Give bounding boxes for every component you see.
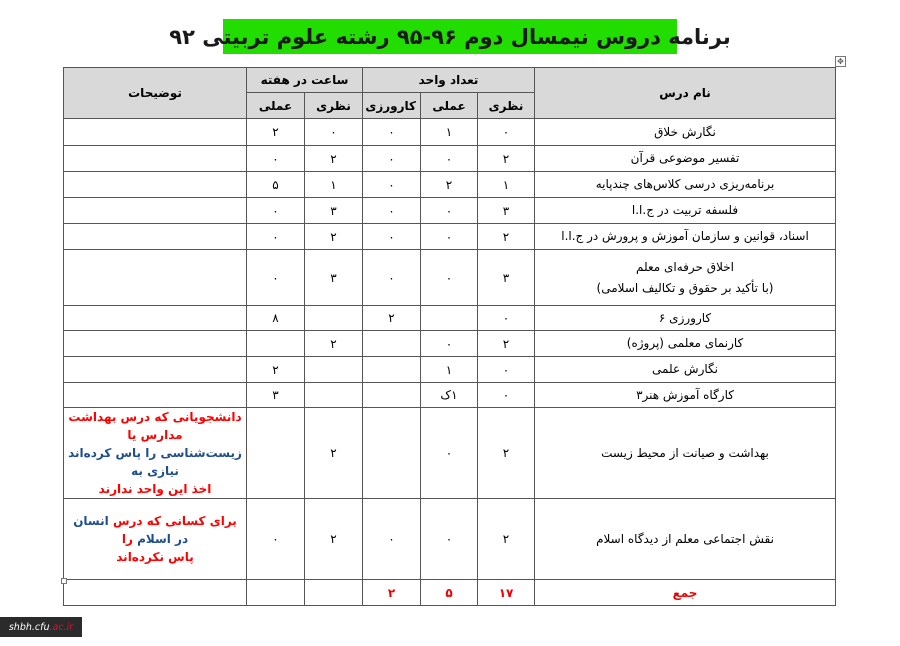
- units-internship: ۰: [363, 250, 421, 306]
- totals-label: جمع: [535, 580, 836, 606]
- course-name: نقش اجتماعی معلم از دیدگاه اسلام: [535, 499, 836, 580]
- hours-practical: ۰: [247, 499, 305, 580]
- header-course-name: نام درس: [535, 68, 836, 119]
- units-practical: ۰: [421, 198, 478, 224]
- header-units-internship: کارورزی: [363, 93, 421, 119]
- course-note: [64, 250, 247, 306]
- hours-theory: ۳: [305, 250, 363, 306]
- course-name: کارورزی ۶: [535, 306, 836, 331]
- hours-practical: ۲: [247, 119, 305, 146]
- units-internship: ۰: [363, 224, 421, 250]
- table-row: [64, 306, 836, 331]
- units-theory: ۳: [478, 250, 535, 306]
- units-practical: ۰: [421, 331, 478, 357]
- hours-practical: ۰: [247, 250, 305, 306]
- total-units-practical: ۵: [421, 580, 478, 606]
- hours-practical: ۰: [247, 198, 305, 224]
- units-internship: ۰: [363, 198, 421, 224]
- hours-practical: ۰: [247, 146, 305, 172]
- units-practical: ۰: [421, 224, 478, 250]
- units-internship: [363, 383, 421, 408]
- units-internship: [363, 408, 421, 499]
- title-banner: [169, 19, 731, 54]
- table-row: [64, 357, 836, 383]
- course-name: اسناد، قوانین و سازمان آموزش و پرورش در ج.ا.ا: [535, 224, 836, 250]
- hours-theory: ۱: [305, 172, 363, 198]
- note-text: زیست‌شناسی را پاس کرده‌اند نیازی به: [68, 446, 242, 478]
- note-text: دانشجویانی که درس بهداشت مدارس یا: [68, 410, 242, 442]
- units-theory: ۰: [478, 119, 535, 146]
- table-row: [64, 408, 836, 499]
- course-name-line1: اخلاق حرفه‌ای معلم: [636, 259, 734, 274]
- table-row: [64, 198, 836, 224]
- hours-theory: ۲: [305, 499, 363, 580]
- table-row: [64, 331, 836, 357]
- note-line: [68, 548, 242, 566]
- totals-row: [64, 580, 836, 606]
- units-theory: ۳: [478, 198, 535, 224]
- units-practical: ۲: [421, 172, 478, 198]
- hours-theory: [305, 306, 363, 331]
- units-theory: ۰: [478, 357, 535, 383]
- units-internship: ۰: [363, 146, 421, 172]
- hours-theory: [305, 357, 363, 383]
- note-line: [68, 444, 242, 480]
- hours-practical: [247, 408, 305, 499]
- units-internship: [363, 357, 421, 383]
- units-practical: ۰: [421, 250, 478, 306]
- hours-practical: ۰: [247, 224, 305, 250]
- total-units-theory: ۱۷: [478, 580, 535, 606]
- course-note: [64, 331, 247, 357]
- hours-practical: ۵: [247, 172, 305, 198]
- course-name-line2: (با تأکید بر حقوق و تکالیف اسلامی): [596, 280, 774, 295]
- course-note-islam: [64, 499, 247, 580]
- course-name: کارگاه آموزش هنر۳: [535, 383, 836, 408]
- course-name: تفسیر موضوعی قرآن: [535, 146, 836, 172]
- hours-theory: ۲: [305, 408, 363, 499]
- course-note: [64, 146, 247, 172]
- note-text: انسان در اسلام: [73, 514, 189, 546]
- units-theory: ۰: [478, 306, 535, 331]
- header-units-practical: عملی: [421, 93, 478, 119]
- hours-practical: ۸: [247, 306, 305, 331]
- units-theory: ۲: [478, 331, 535, 357]
- units-theory: ۲: [478, 224, 535, 250]
- page-title: برنامه دروس نیمسال دوم ۹۶-۹۵ رشته علوم تربیتی ۹۲: [169, 24, 731, 49]
- units-theory: ۱: [478, 172, 535, 198]
- course-note: [64, 383, 247, 408]
- units-internship: [363, 331, 421, 357]
- course-name: نگارش خلاق: [535, 119, 836, 146]
- units-internship: ۰: [363, 119, 421, 146]
- hours-practical: [247, 331, 305, 357]
- total-hours-theory: [305, 580, 363, 606]
- course-name: [535, 250, 836, 306]
- note-line: [68, 512, 242, 548]
- table-row: [64, 383, 836, 408]
- note-line: [68, 408, 242, 444]
- units-practical: ۰: [421, 146, 478, 172]
- course-name: نگارش علمی: [535, 357, 836, 383]
- course-name: فلسفه تربیت در ج.ا.ا: [535, 198, 836, 224]
- course-name: برنامه‌ریزی درسی کلاس‌های چندپایه: [535, 172, 836, 198]
- table-resize-handle-icon[interactable]: [61, 578, 67, 584]
- header-hours-practical: عملی: [247, 93, 305, 119]
- note-text: اخذ این واحد ندارند: [98, 482, 212, 496]
- units-practical: ۱ک: [421, 383, 478, 408]
- units-practical: [421, 306, 478, 331]
- table-row: [64, 172, 836, 198]
- total-hours-practical: [247, 580, 305, 606]
- course-note: [64, 172, 247, 198]
- logo-tld: .ac.ir: [49, 621, 74, 633]
- units-theory: ۰: [478, 383, 535, 408]
- hours-theory: ۲: [305, 331, 363, 357]
- table-row: [64, 119, 836, 146]
- hours-theory: ۲: [305, 146, 363, 172]
- courses-table: [63, 67, 836, 606]
- course-note: [64, 224, 247, 250]
- total-notes: [64, 580, 247, 606]
- table-row: [64, 499, 836, 580]
- units-theory: ۲: [478, 408, 535, 499]
- table-row: [64, 250, 836, 306]
- table-move-handle-icon[interactable]: ✥: [835, 56, 846, 67]
- logo-domain: shbh.cfu: [8, 621, 50, 633]
- units-theory: ۲: [478, 499, 535, 580]
- table-row: [64, 224, 836, 250]
- header-units-group: تعداد واحد: [363, 68, 535, 93]
- course-note: [64, 119, 247, 146]
- course-name: بهداشت و صیانت از محیط زیست: [535, 408, 836, 499]
- header-row-1: [64, 68, 836, 93]
- units-practical: ۱: [421, 357, 478, 383]
- header-units-theory: نظری: [478, 93, 535, 119]
- units-internship: ۰: [363, 172, 421, 198]
- course-note-environment: [64, 408, 247, 499]
- note-text: برای کسانی که درس: [112, 514, 237, 528]
- note-line: [68, 480, 242, 498]
- header-hours-group: ساعت در هفته: [247, 68, 363, 93]
- units-theory: ۲: [478, 146, 535, 172]
- total-units-internship: ۲: [363, 580, 421, 606]
- note-text: پاس نکرده‌اند: [116, 550, 194, 564]
- site-logo: [0, 617, 82, 637]
- hours-practical: ۳: [247, 383, 305, 408]
- hours-theory: [305, 383, 363, 408]
- hours-theory: ۲: [305, 224, 363, 250]
- units-practical: ۱: [421, 119, 478, 146]
- note-text: را: [121, 532, 133, 546]
- course-name: کارنمای معلمی (پروژه): [535, 331, 836, 357]
- units-practical: ۰: [421, 499, 478, 580]
- units-internship: ۲: [363, 306, 421, 331]
- hours-practical: ۲: [247, 357, 305, 383]
- hours-theory: ۳: [305, 198, 363, 224]
- course-note: [64, 198, 247, 224]
- units-internship: ۰: [363, 499, 421, 580]
- table-row: [64, 146, 836, 172]
- course-note: [64, 357, 247, 383]
- header-notes: توضیحات: [64, 68, 247, 119]
- units-practical: ۰: [421, 408, 478, 499]
- course-note: [64, 306, 247, 331]
- hours-theory: ۰: [305, 119, 363, 146]
- header-hours-theory: نظری: [305, 93, 363, 119]
